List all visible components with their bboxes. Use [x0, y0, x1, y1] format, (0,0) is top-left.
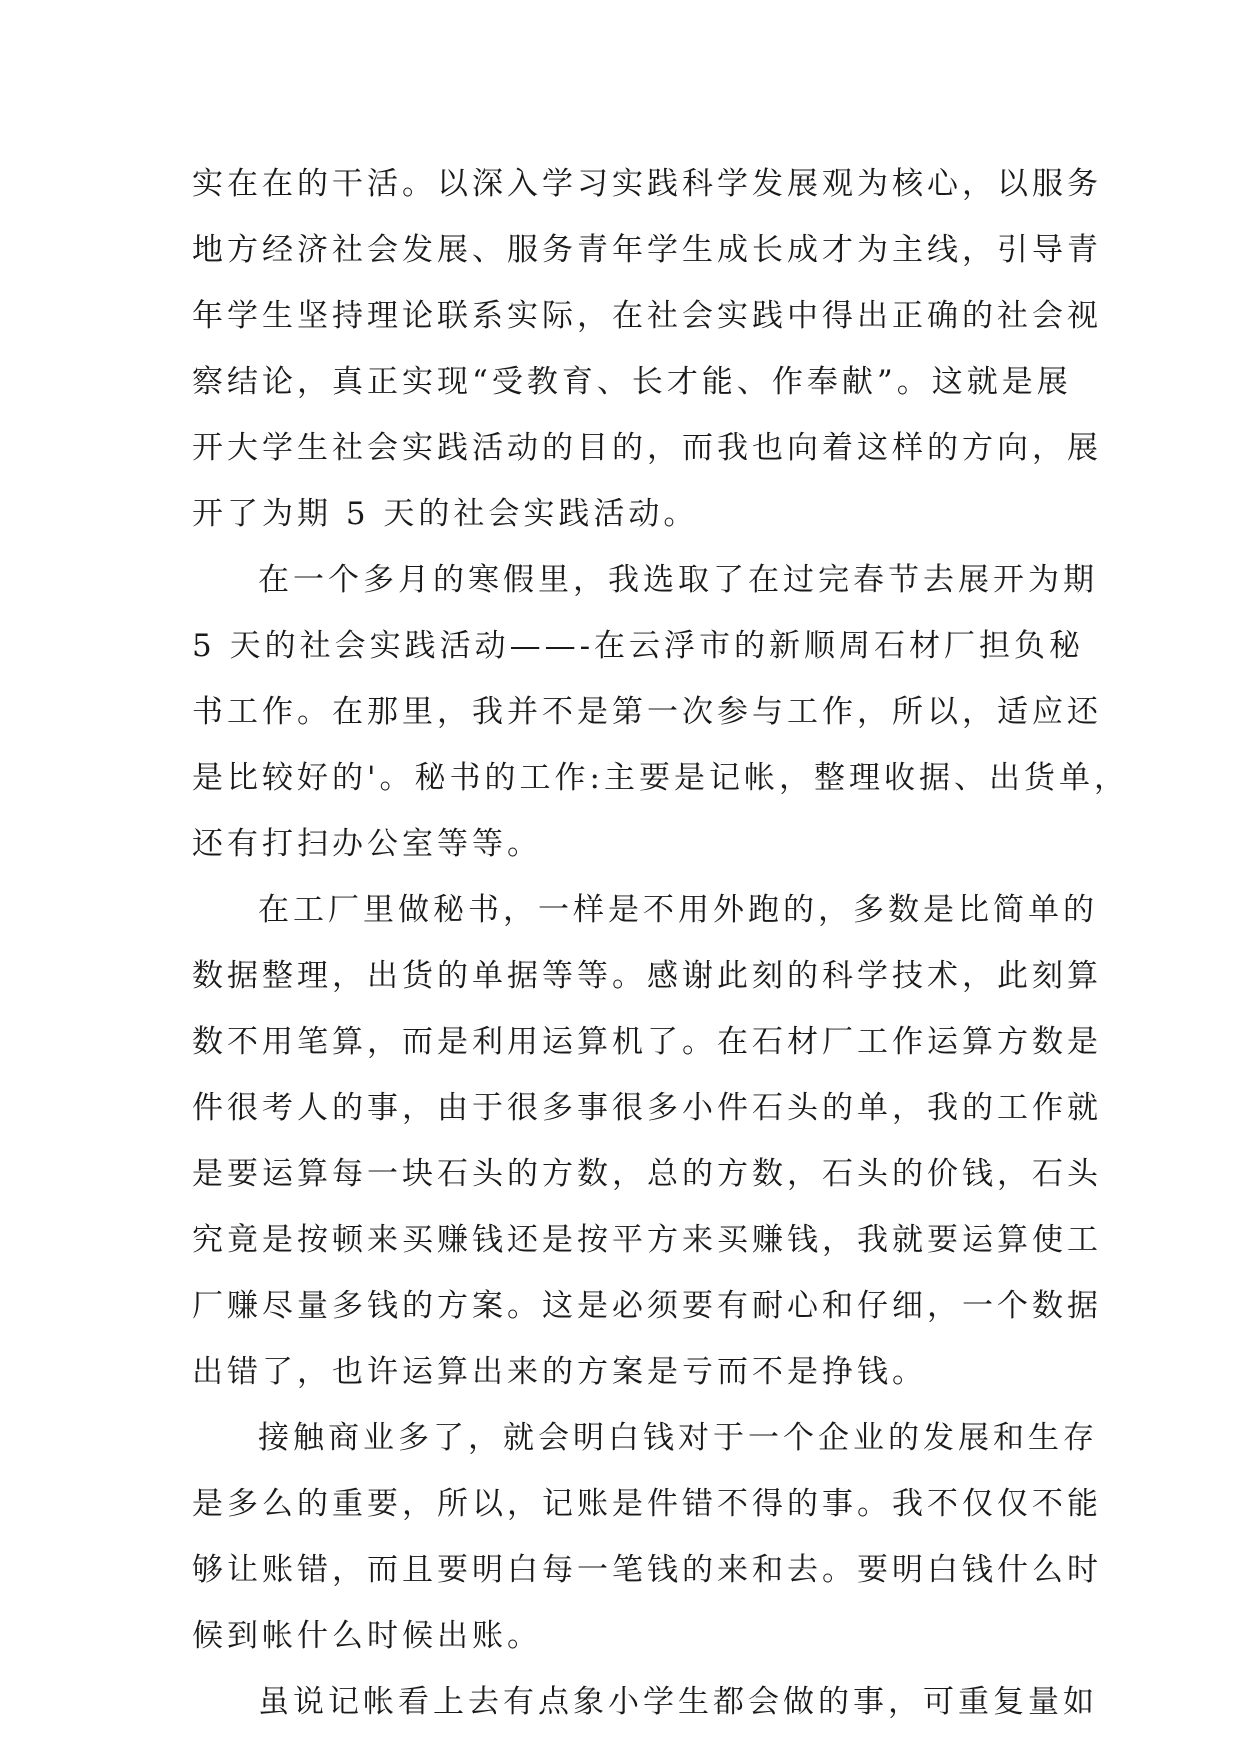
text-line: 书工作。在那里，我并不是第一次参与工作，所以，适应还: [192, 694, 1102, 730]
text-line: 是要运算每一块石头的方数，总的方数，石头的价钱，石头: [192, 1156, 1102, 1192]
text-line: 究竟是按顿来买赚钱还是按平方来买赚钱，我就要运算使工: [192, 1222, 1102, 1258]
paragraph-first-line: 在工厂里做秘书，一样是不用外跑的，多数是比简单的: [258, 892, 1098, 928]
text-line: 件很考人的事，由于很多事很多小件石头的单，我的工作就: [192, 1090, 1102, 1126]
text-line: 候到帐什么时候出账。: [192, 1618, 542, 1654]
text-line: 数据整理，出货的单据等等。感谢此刻的科学技术，此刻算: [192, 958, 1102, 994]
text-line: 还有打扫办公室等等。: [192, 826, 542, 862]
document-body: [192, 151, 1129, 1735]
text-line: 数不用笔算，而是利用运算机了。在石材厂工作运算方数是: [192, 1024, 1102, 1060]
text-line: 是比较好的'。秘书的工作:主要是记帐，整理收据、出货单，: [192, 760, 1129, 796]
text-line: 开大学生社会实践活动的目的，而我也向着这样的方向，展: [192, 430, 1102, 466]
text-line: 5 天的社会实践活动——-在云浮市的新顺周石材厂担负秘: [192, 628, 1085, 664]
paragraph-first-line: 在一个多月的寒假里，我选取了在过完春节去展开为期: [258, 562, 1098, 598]
paragraph-first-line: 接触商业多了，就会明白钱对于一个企业的发展和生存: [258, 1420, 1098, 1456]
text-line: 厂赚尽量多钱的方案。这是必须要有耐心和仔细，一个数据: [192, 1288, 1102, 1324]
text-line: 察结论，真正实现“受教育、长才能、作奉献”。这就是展: [192, 364, 1072, 400]
text-line: 地方经济社会发展、服务青年学生成长成才为主线，引导青: [192, 232, 1102, 268]
paragraph-first-line: 虽说记帐看上去有点象小学生都会做的事，可重复量如: [258, 1684, 1098, 1720]
text-line: 实在在的干活。以深入学习实践科学发展观为核心，以服务: [192, 166, 1102, 202]
text-line: 开了为期 5 天的社会实践活动。: [192, 496, 699, 532]
text-line: 是多么的重要，所以，记账是件错不得的事。我不仅仅不能: [192, 1486, 1102, 1522]
text-line: 够让账错，而且要明白每一笔钱的来和去。要明白钱什么时: [192, 1552, 1102, 1588]
text-line: 出错了，也许运算出来的方案是亏而不是挣钱。: [192, 1354, 927, 1390]
text-line: 年学生坚持理论联系实际，在社会实践中得出正确的社会视: [192, 298, 1102, 334]
